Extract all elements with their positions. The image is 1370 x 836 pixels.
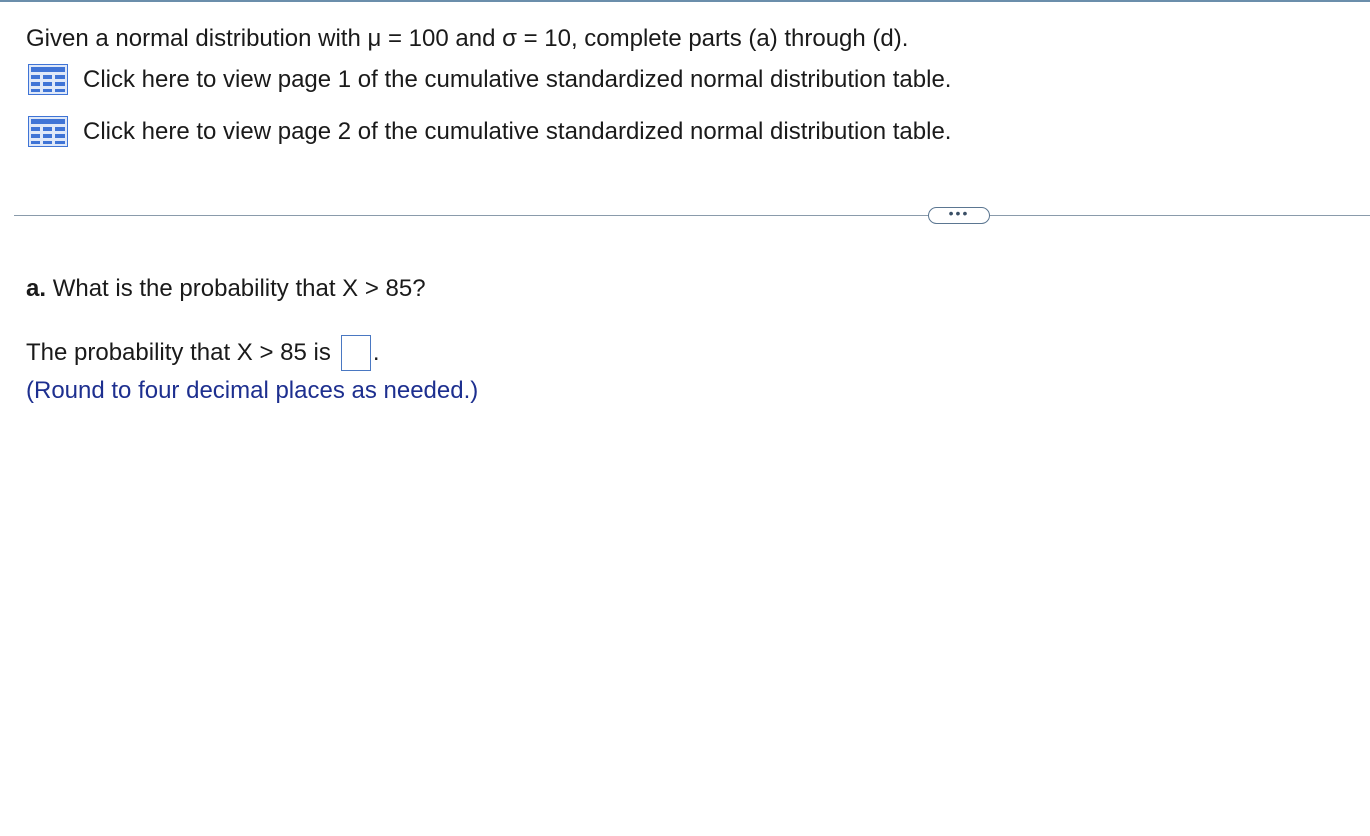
more-options-button[interactable]: ••• xyxy=(928,207,990,224)
part-a-label: a. xyxy=(26,275,47,302)
top-border xyxy=(0,0,1370,2)
table-link-label[interactable]: Click here to view page 2 of the cumulative standardized normal distribution table. xyxy=(83,117,952,145)
part-a-question xyxy=(26,274,426,304)
answer-input[interactable] xyxy=(341,335,371,371)
table-link-page-2[interactable] xyxy=(28,116,951,147)
answer-prefix: The probability that X > 85 is xyxy=(26,339,331,366)
table-icon xyxy=(28,64,68,95)
problem-intro: Given a normal distribution with μ = 100 and σ = 10, complete parts (a) through (d). xyxy=(26,25,909,52)
table-link-label[interactable]: Click here to view page 1 of the cumulative standardized normal distribution table. xyxy=(83,65,952,93)
part-a-question-text: What is the probability that X > 85? xyxy=(52,275,426,302)
rounding-hint: (Round to four decimal places as needed.) xyxy=(26,377,479,404)
section-divider xyxy=(14,215,1370,216)
table-link-page-1[interactable] xyxy=(28,64,951,95)
part-a-answer-line xyxy=(26,333,380,373)
answer-suffix: . xyxy=(372,339,380,366)
table-icon xyxy=(28,116,68,147)
